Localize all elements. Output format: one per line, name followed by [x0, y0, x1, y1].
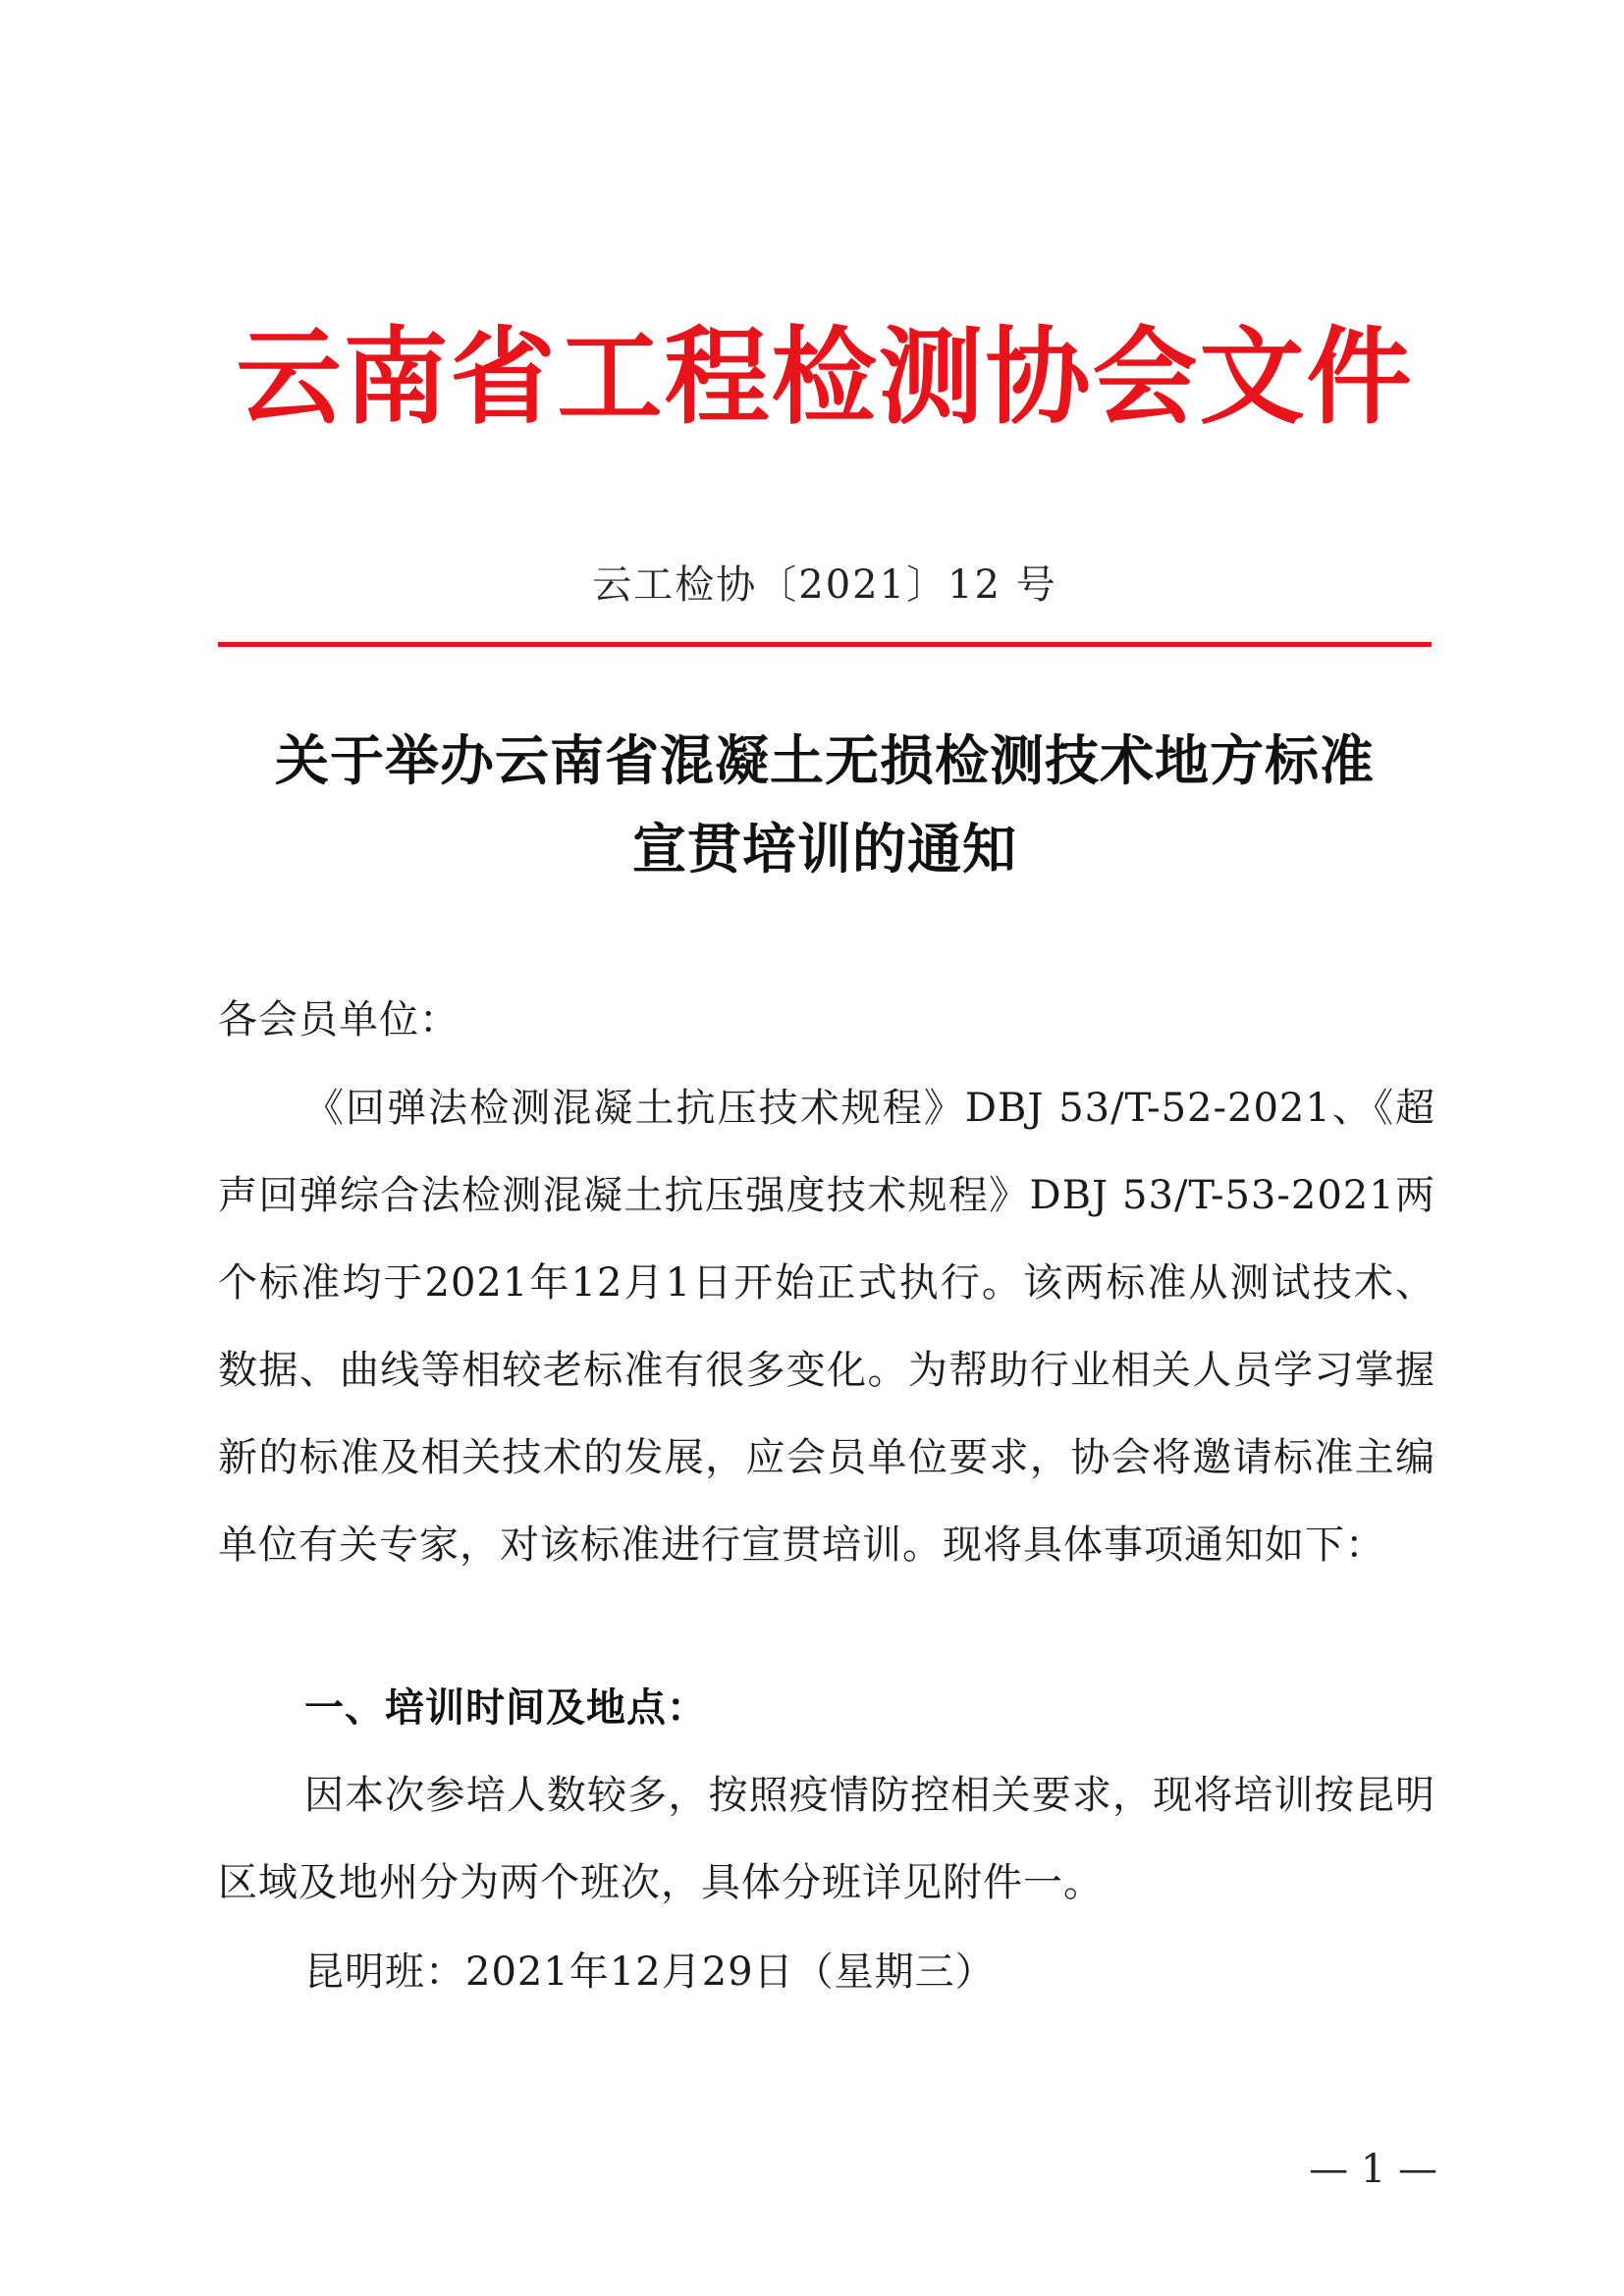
page-number: — 1 —: [1309, 2147, 1437, 2192]
notice-title-line-1: 关于举办云南省混凝土无损检测技术地方标准: [274, 728, 1375, 792]
document-number: 云工检协〔2021〕12 号: [592, 562, 1057, 608]
masthead-title: 云南省工程检测协会文件: [236, 316, 1414, 439]
intro-paragraph: 《回弹法检测混凝土抗压技术规程》DBJ 53/T-52-2021、《超声回弹综合法检测混凝土抗压强度技术规程》DBJ 53/T-53-2021两个标准均于2021年12月1日开始正式执行。该两标准从测试技术、数据、曲线等相较老标准有很多变化。为帮助行业相关人员学习掌握新的标准及相关技术的发展，应会员单位要求，协会将邀请标准主编单位有关专家，对该标准进行宣贯培训。现将具体事项通知如下：: [218, 1086, 1435, 1568]
notice-title: [216, 717, 1434, 893]
section-heading-training-time-place: 一、培训时间及地点：: [304, 1684, 707, 1731]
red-divider-line: [218, 642, 1432, 647]
kunming-class-date: 昆明班：2021年12月29日（星期三）: [304, 1949, 996, 1995]
section-paragraph: 因本次参培人数较多，按照疫情防控相关要求，现将培训按昆明区域及地州分为两个班次，具体分班详见附件一。: [218, 1773, 1435, 1905]
salutation: 各会员单位：: [218, 997, 460, 1042]
notice-title-line-2: 宣贯培训的通知: [631, 817, 1017, 881]
